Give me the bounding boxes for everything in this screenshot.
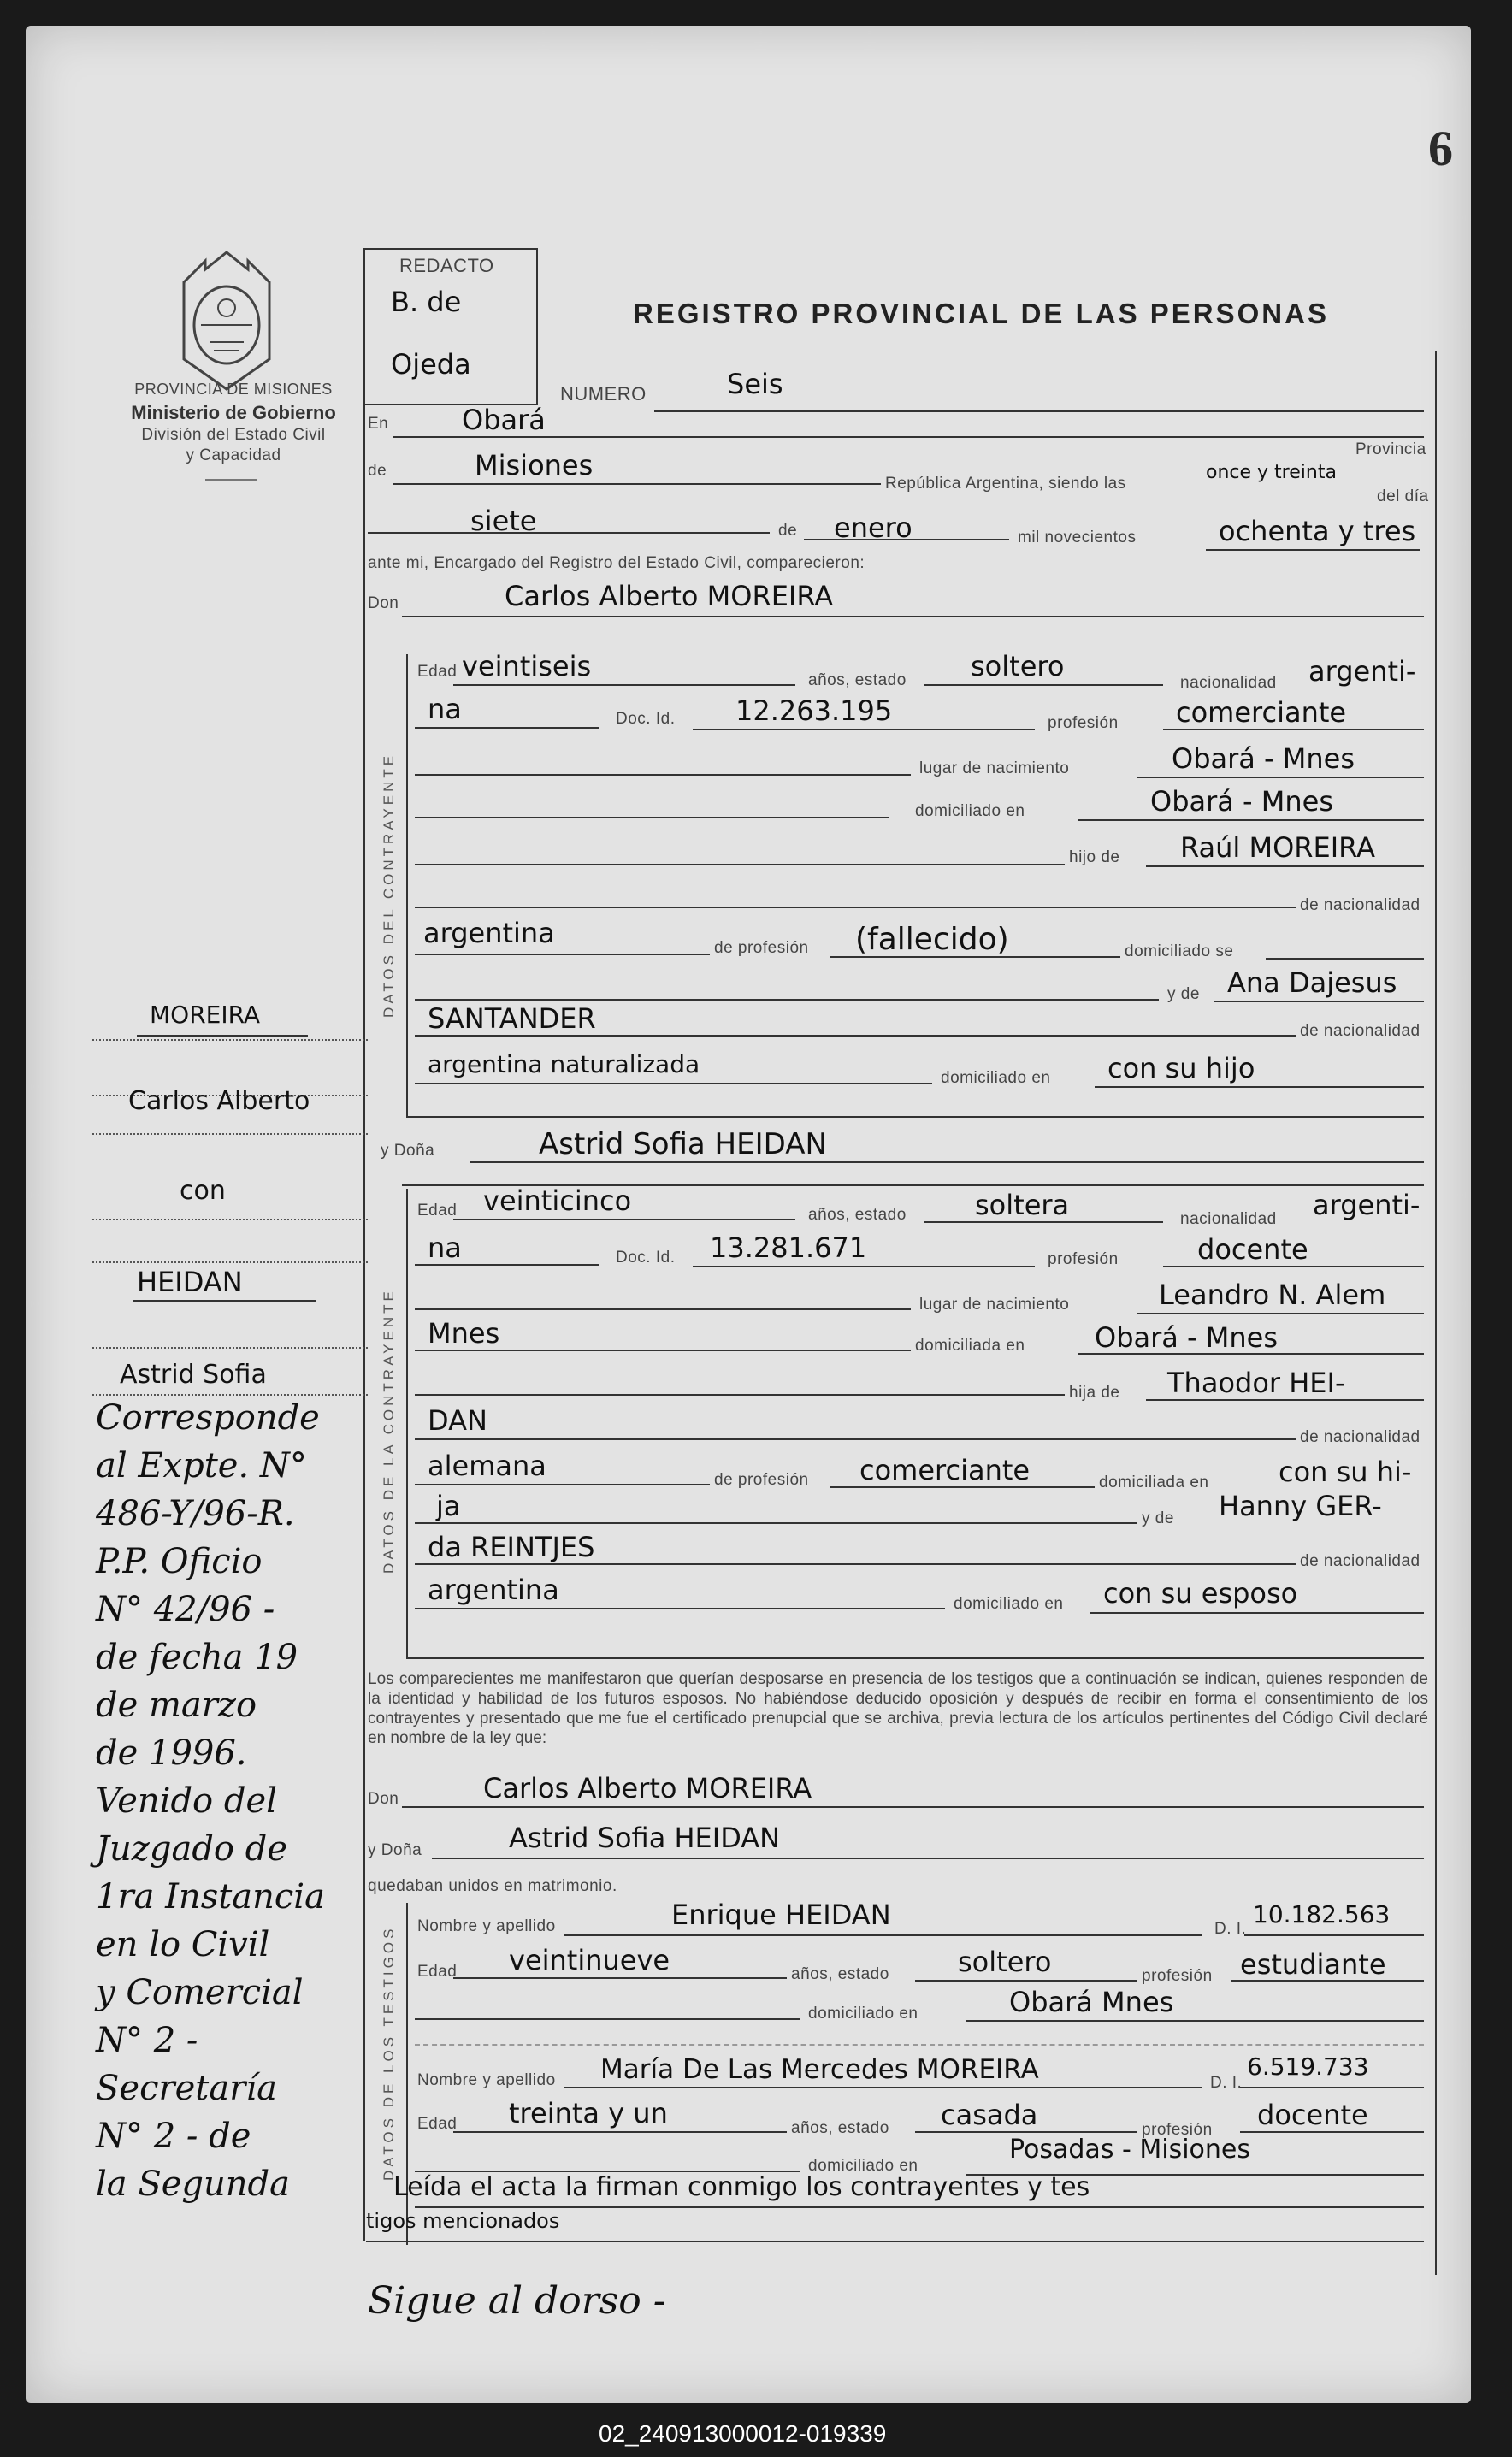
bride-name: Astrid Sofia HEIDAN	[539, 1127, 827, 1161]
groom-nationality: argenti-	[1308, 655, 1416, 688]
bride-status: soltera	[975, 1189, 1070, 1221]
bride-birthplace: Leandro N. Alem	[1159, 1279, 1386, 1311]
married-groom: Carlos Alberto MOREIRA	[483, 1772, 812, 1804]
witness1-status: soltero	[958, 1946, 1052, 1978]
witnesses-side-label: DATOS DE LOS TESTIGOS	[381, 1925, 397, 2181]
groom-mother-nationality: argentina naturalizada	[428, 1050, 700, 1078]
witness2-name: María De Las Mercedes MOREIRA	[600, 2054, 1039, 2085]
margin-con: con	[180, 1176, 226, 1206]
margin-name-1: Carlos Alberto	[128, 1086, 310, 1116]
bride-father: Thaodor HEI-	[1167, 1367, 1345, 1399]
witness2-profession: docente	[1257, 2099, 1368, 2131]
groom-doc: 12.263.195	[735, 694, 893, 727]
bride-profession: docente	[1197, 1233, 1308, 1266]
division-label: División del Estado Civil	[141, 426, 326, 444]
margin-note: Corresponde al Expte. N° 486-Y/96-R. P.P. Oficio N° 42/96 - de fecha 19 de marzo de 1996. Venido del Juzgado de 1ra Instancia en lo Civil y Comercial N° 2 - Secretaría N° 2 - de la Segunda	[96, 1398, 325, 2204]
closing-line-1: Leída el acta la firman conmigo los contrayentes y tes	[393, 2172, 1090, 2202]
groom-birthplace: Obará - Mnes	[1172, 742, 1355, 775]
declaration-text: Los comparecientes me manifestaron que querían desposarse en presencia de los testigos que a continuación se indican, quienes responden de la identidad y habilidad de los futuros esposos. No habiéndose deducido oposición y después de recibir en forma el consentimiento de los contrayentes y presentado que me fue el certificado prenupcial que se archiva, previa lectura de los artículos pertinentes del Código Civil declaré en nombre de la ley que:	[368, 1670, 1428, 1747]
footer-id: 02_240913000012-019339	[599, 2420, 887, 2447]
witness1-age: veintinueve	[509, 1944, 670, 1976]
witness1-name: Enrique HEIDAN	[671, 1899, 891, 1931]
act-place: Obará	[462, 404, 546, 436]
continue-note: Sigue al dorso -	[368, 2279, 666, 2323]
ministry-label: Ministerio de Gobierno	[131, 402, 336, 423]
groom-mother-address: con su hijo	[1107, 1052, 1255, 1084]
groom-status: soltero	[971, 650, 1065, 682]
margin-surname-2: HEIDAN	[137, 1266, 243, 1298]
groom-name: Carlos Alberto MOREIRA	[505, 580, 834, 612]
coat-of-arms-icon	[167, 248, 286, 398]
closing-line-2: tigos mencionados	[366, 2209, 560, 2233]
act-province: Misiones	[475, 449, 594, 481]
witness1-di: 10.182.563	[1253, 1900, 1391, 1928]
groom-data-side-label: DATOS DEL CONTRAYENTE	[381, 752, 397, 1018]
certificate-page: 6 PROVINCIA DE MISIONES Ministerio de Gobierno División del Estado Civil y Capacidad REDACTO B. de Ojeda REGISTRO PROVINCIAL DE LAS PERSONAS NUMERO Seis En Obará Provincia de Misiones República Argentina, siendo las once y treinta del día siete de enero mil novecientos ochenta y tres ante mi, Encargado del Registro del Estado Civil, comparecieron: Don Carlos Alberto MOREIRA DATOS DEL CONTRAYENTE Edad veintiseis años, estado soltero nacionalidad argenti- na Doc. Id. 12.263.195 profesión comerciante lugar de nacimiento Obará - Mnes domiciliado en Obará - Mnes hijo de Raúl MOREIRA de nacionalidad argentina de profesión (fallecido) domiciliado se y de Ana Dajesus SANTANDER de nacionalidad argentina naturalizada domiciliado en con su hijo y Doña Astrid Sofia HEIDAN DATOS DE LA CONTRAYENTE Edad veinticinco años, estado soltera nacionalidad argenti- na Doc. Id. 13.281.671 profesión docente lugar de nacimiento Leandro N. Alem Mnes domiciliada en Obará - Mnes hija de Thaodor HEI- DAN de nacionalidad alemana de profesión comerciante domiciliada en con su hi- ja y de Hanny GER- da REINTJES de nacionalidad argentina domiciliado en con su esposo Los comparecientes me manifestaron que querían desposarse en presencia de los testigos que a continuación se indican, quienes responden de la identidad y habilidad de los futuros esposos. No habiéndose deducido oposición y después de recibir en forma el consentimiento de los contrayentes y presentado que me fue el certificado prenupcial que se archiva, previa lectura de los artículos pertinentes del Código Civil declaré en nombre de la ley que: Don Carlos Alberto MOREIRA y Doña Astrid Sofia HEIDAN quedaban unidos en matrimonio. DATOS DE LOS TESTIGOS Nombre y apellido Enrique HEIDAN D. I. 10.182.563 Edad veintinueve años, estado soltero profesión estudiante domiciliado en Obará Mnes Nombre y apellido María De Las Mercedes MOREIRA D. I. 6.519.733 Edad treinta y un años, estado casada profesión docente domiciliado en Posadas - Misiones Leída el acta la firman conmigo los contrayentes y tes tigos mencionados MOREIRA Carlos Alberto con HEIDAN Astrid Sofia Corresponde al Expte. N° 486-Y/96-R. P.P. Oficio N° 42/96 - de fecha 19 de marzo de 1996. Venido del Juzgado de 1ra Instancia en lo Civil y Comercial N° 2 - Secretaría N° 2 - de la Segunda Sigue al dorso -	[26, 26, 1471, 2403]
groom-profession: comerciante	[1176, 696, 1347, 729]
margin-surname-1: MOREIRA	[150, 1001, 261, 1029]
witness2-status: casada	[941, 2099, 1038, 2131]
bride-mother-nationality: argentina	[428, 1574, 559, 1606]
bride-father-address: con su hi-	[1279, 1456, 1412, 1488]
bride-address: Obará - Mnes	[1095, 1321, 1279, 1354]
groom-father-profession: (fallecido)	[855, 922, 1009, 957]
bride-nationality: argenti-	[1313, 1189, 1420, 1221]
capacity-label: y Capacidad	[186, 446, 281, 464]
bride-father-nationality: alemana	[428, 1450, 546, 1482]
page-number: 6	[1428, 121, 1453, 176]
act-year: ochenta y tres	[1219, 515, 1416, 547]
margin-name-2: Astrid Sofia	[120, 1360, 267, 1390]
act-hour: once y treinta	[1206, 462, 1337, 483]
witness1-profession: estudiante	[1240, 1948, 1386, 1981]
bride-mother-surname: da REINTJES	[428, 1531, 595, 1563]
groom-address: Obará - Mnes	[1150, 785, 1334, 818]
bride-mother: Hanny GER-	[1219, 1490, 1382, 1522]
witness1-address: Obará Mnes	[1009, 1986, 1174, 2018]
province-label: PROVINCIA DE MISIONES	[134, 381, 333, 398]
redacto-stamp: REDACTO B. de Ojeda	[363, 248, 538, 405]
groom-mother: Ana Dajesus	[1227, 966, 1397, 999]
witness2-address: Posadas - Misiones	[1009, 2135, 1250, 2165]
act-month: enero	[834, 511, 913, 544]
bride-father-profession: comerciante	[859, 1454, 1031, 1486]
witness2-age: treinta y un	[509, 2097, 668, 2129]
witness2-di: 6.519.733	[1247, 2052, 1369, 2081]
groom-father-nationality: argentina	[423, 917, 555, 949]
bride-mother-address: con su esposo	[1103, 1577, 1298, 1609]
bride-doc: 13.281.671	[710, 1231, 867, 1264]
act-day: siete	[470, 505, 537, 537]
married-bride: Astrid Sofia HEIDAN	[509, 1822, 781, 1854]
act-number: Seis	[727, 368, 783, 400]
groom-age: veintiseis	[462, 650, 592, 682]
groom-mother-surname: SANTANDER	[428, 1002, 596, 1035]
groom-father: Raúl MOREIRA	[1180, 831, 1375, 864]
bride-age: veinticinco	[483, 1184, 632, 1217]
bride-data-side-label: DATOS DE LA CONTRAYENTE	[381, 1288, 397, 1574]
document-title: REGISTRO PROVINCIAL DE LAS PERSONAS	[633, 298, 1329, 329]
